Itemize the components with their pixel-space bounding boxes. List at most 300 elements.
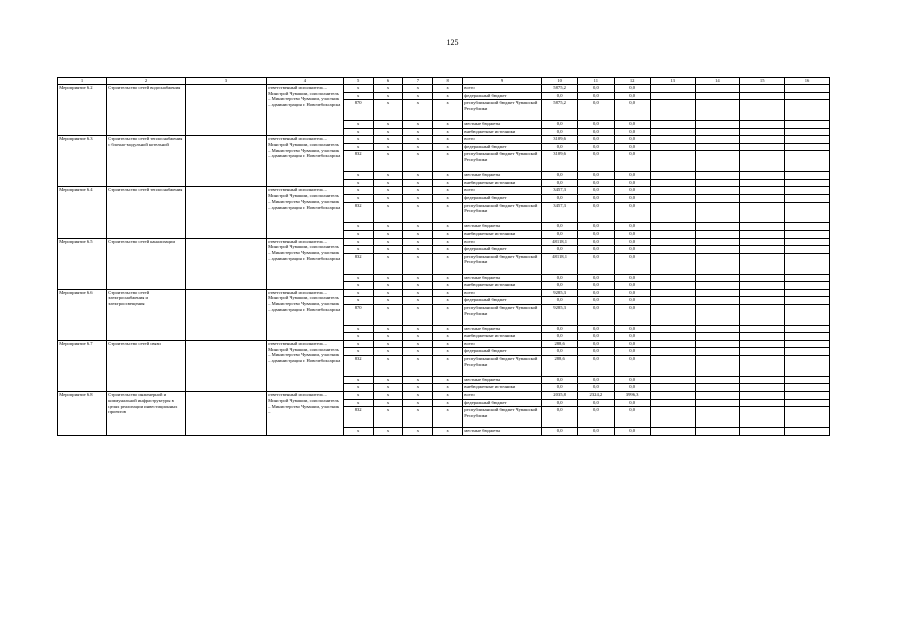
funding-source: внебюджетные источники	[463, 282, 542, 290]
empty-cell	[695, 172, 740, 180]
empty-cell	[740, 376, 785, 384]
value-cell: 0,0	[614, 428, 650, 436]
value-cell: 2035,8	[542, 392, 578, 400]
empty-cell	[785, 85, 830, 93]
funding-source: внебюджетные источники	[463, 230, 542, 238]
code-cell: x	[373, 179, 403, 187]
column-number-cell: 12	[614, 78, 650, 85]
empty-cell	[785, 128, 830, 136]
measure-blank	[185, 289, 266, 340]
value-cell: 3457,3	[542, 202, 578, 223]
empty-cell	[785, 356, 830, 377]
code-cell: x	[403, 151, 433, 172]
table-row	[58, 392, 830, 400]
value-cell: 0,0	[578, 151, 614, 172]
measure-blank	[185, 187, 266, 238]
code-cell: x	[343, 333, 373, 341]
funding-source: всего	[463, 238, 542, 246]
responsible: ответственный исполнитель – Минстрой Чувашии, соисполнитель – Министерство Чувашии, участник – администрация г. Новочебоксарска	[266, 85, 343, 136]
code-cell: x	[403, 356, 433, 377]
measure-id: Мероприятие 6.4	[58, 187, 107, 238]
code-cell: x	[403, 136, 433, 144]
table-row	[58, 136, 830, 144]
code-cell: x	[433, 230, 463, 238]
code-cell: x	[373, 151, 403, 172]
code-cell: x	[433, 399, 463, 407]
empty-cell	[695, 238, 740, 246]
responsible: ответственный исполнитель – Минстрой Чувашии, соисполнитель – Министерство Чувашии, участник – администрация г. Новочебоксарска	[266, 340, 343, 391]
code-cell: x	[343, 289, 373, 297]
empty-cell	[650, 376, 695, 384]
value-cell: 3996,3	[614, 392, 650, 400]
empty-cell	[695, 325, 740, 333]
code-cell: x	[403, 194, 433, 202]
empty-cell	[785, 289, 830, 297]
code-cell: x	[343, 348, 373, 356]
code-cell: x	[433, 120, 463, 128]
empty-cell	[740, 92, 785, 100]
measure-name: Строительство сетей теплоснабжения	[107, 187, 186, 238]
funding-source: местные бюджеты	[463, 223, 542, 231]
value-cell: 0,0	[614, 348, 650, 356]
code-cell: x	[373, 230, 403, 238]
empty-cell	[695, 187, 740, 195]
empty-cell	[695, 297, 740, 305]
empty-cell	[740, 230, 785, 238]
code-cell: x	[373, 407, 403, 428]
code-cell: x	[373, 376, 403, 384]
empty-cell	[695, 179, 740, 187]
code-cell: x	[373, 274, 403, 282]
value-cell: 5875,2	[542, 100, 578, 121]
code-cell: x	[433, 384, 463, 392]
empty-cell	[785, 274, 830, 282]
code-cell: 832	[343, 253, 373, 274]
value-cell: 0,0	[614, 246, 650, 254]
value-cell: 0,0	[614, 238, 650, 246]
code-cell: x	[403, 333, 433, 341]
empty-cell	[695, 428, 740, 436]
code-cell: x	[433, 340, 463, 348]
empty-cell	[695, 356, 740, 377]
column-number-cell: 5	[343, 78, 373, 85]
measure-id: Мероприятие 6.2	[58, 85, 107, 136]
empty-cell	[785, 187, 830, 195]
funding-source: федеральный бюджет	[463, 399, 542, 407]
value-cell: 0,0	[578, 274, 614, 282]
code-cell: x	[373, 333, 403, 341]
empty-cell	[740, 399, 785, 407]
code-cell: x	[343, 340, 373, 348]
empty-cell	[695, 304, 740, 325]
empty-cell	[650, 143, 695, 151]
code-cell: x	[343, 282, 373, 290]
code-cell: x	[343, 172, 373, 180]
funding-source: республиканский бюджет Чувашской Республики	[463, 356, 542, 377]
value-cell: 0,0	[614, 120, 650, 128]
empty-cell	[785, 297, 830, 305]
funding-source: местные бюджеты	[463, 274, 542, 282]
funding-source: местные бюджеты	[463, 172, 542, 180]
column-number-cell: 10	[542, 78, 578, 85]
funding-source: всего	[463, 136, 542, 144]
code-cell: x	[403, 223, 433, 231]
code-cell: x	[433, 246, 463, 254]
code-cell: x	[403, 297, 433, 305]
empty-cell	[740, 325, 785, 333]
measure-id: Мероприятие 6.7	[58, 340, 107, 391]
measure-blank	[185, 392, 266, 436]
code-cell: x	[433, 304, 463, 325]
value-cell: 0,0	[542, 428, 578, 436]
empty-cell	[740, 238, 785, 246]
code-cell: x	[403, 143, 433, 151]
code-cell: x	[433, 348, 463, 356]
code-cell: x	[343, 128, 373, 136]
code-cell: 832	[343, 356, 373, 377]
code-cell: x	[343, 136, 373, 144]
empty-cell	[695, 340, 740, 348]
value-cell: 0,0	[578, 297, 614, 305]
value-cell: 0,0	[614, 151, 650, 172]
value-cell: 0,0	[578, 282, 614, 290]
value-cell: 3109,6	[542, 136, 578, 144]
value-cell: 0,0	[578, 325, 614, 333]
code-cell: x	[433, 297, 463, 305]
value-cell: 3109,6	[542, 151, 578, 172]
code-cell: 870	[343, 100, 373, 121]
empty-cell	[695, 230, 740, 238]
table-row	[58, 340, 830, 348]
code-cell: x	[373, 282, 403, 290]
value-cell: 48118,1	[542, 238, 578, 246]
value-cell: 5875,2	[542, 85, 578, 93]
empty-cell	[650, 179, 695, 187]
value-cell: 0,0	[578, 384, 614, 392]
code-cell: x	[373, 120, 403, 128]
measure-name: Строительство сетей канализации	[107, 238, 186, 289]
value-cell: 0,0	[578, 340, 614, 348]
empty-cell	[740, 274, 785, 282]
code-cell: x	[433, 151, 463, 172]
measure-blank	[185, 340, 266, 391]
code-cell: x	[373, 392, 403, 400]
code-cell: x	[403, 187, 433, 195]
code-cell: x	[433, 282, 463, 290]
value-cell: 0,0	[614, 223, 650, 231]
empty-cell	[650, 384, 695, 392]
empty-cell	[785, 194, 830, 202]
code-cell: x	[433, 136, 463, 144]
value-cell: 0,0	[578, 179, 614, 187]
empty-cell	[785, 376, 830, 384]
measure-name: Строительство сетей водоснабжения	[107, 85, 186, 136]
value-cell: 0,0	[614, 407, 650, 428]
empty-cell	[650, 282, 695, 290]
empty-cell	[650, 297, 695, 305]
empty-cell	[740, 100, 785, 121]
value-cell: 0,0	[578, 428, 614, 436]
value-cell: 0,0	[542, 143, 578, 151]
value-cell: 0,0	[614, 179, 650, 187]
value-cell: 0,0	[614, 333, 650, 341]
code-cell: x	[373, 194, 403, 202]
code-cell: x	[403, 100, 433, 121]
value-cell: 0,0	[542, 223, 578, 231]
code-cell: x	[403, 428, 433, 436]
code-cell: x	[403, 304, 433, 325]
code-cell: x	[343, 223, 373, 231]
value-cell: 0,0	[614, 100, 650, 121]
empty-cell	[740, 282, 785, 290]
value-cell: 0,0	[542, 194, 578, 202]
empty-cell	[695, 85, 740, 93]
value-cell: 0,0	[578, 136, 614, 144]
code-cell: x	[403, 289, 433, 297]
column-number-cell: 8	[433, 78, 463, 85]
code-cell: 832	[343, 151, 373, 172]
empty-cell	[650, 246, 695, 254]
empty-cell	[740, 151, 785, 172]
funding-source: местные бюджеты	[463, 376, 542, 384]
value-cell: 0,0	[542, 179, 578, 187]
code-cell: x	[343, 238, 373, 246]
value-cell: 0,0	[614, 172, 650, 180]
code-cell: x	[433, 223, 463, 231]
value-cell: 0,0	[542, 282, 578, 290]
empty-cell	[650, 120, 695, 128]
code-cell: x	[343, 392, 373, 400]
empty-cell	[785, 223, 830, 231]
value-cell: 0,0	[614, 384, 650, 392]
code-cell: x	[373, 187, 403, 195]
value-cell: 0,0	[542, 246, 578, 254]
code-cell: x	[403, 246, 433, 254]
empty-cell	[695, 151, 740, 172]
value-cell: 0,0	[614, 128, 650, 136]
code-cell: 870	[343, 304, 373, 325]
funding-source: всего	[463, 289, 542, 297]
code-cell: x	[343, 325, 373, 333]
code-cell: x	[373, 428, 403, 436]
funding-source: республиканский бюджет Чувашской Республики	[463, 100, 542, 121]
code-cell: x	[373, 348, 403, 356]
code-cell: x	[343, 187, 373, 195]
code-cell: x	[433, 253, 463, 274]
code-cell: x	[403, 392, 433, 400]
value-cell: 0,0	[542, 120, 578, 128]
empty-cell	[650, 399, 695, 407]
value-cell: 0,0	[578, 348, 614, 356]
code-cell: x	[373, 356, 403, 377]
funding-source: местные бюджеты	[463, 325, 542, 333]
empty-cell	[740, 172, 785, 180]
value-cell: 0,0	[578, 246, 614, 254]
measure-blank	[185, 238, 266, 289]
code-cell: x	[343, 92, 373, 100]
value-cell: 0,0	[578, 143, 614, 151]
value-cell: 0,0	[614, 340, 650, 348]
value-cell: 0,0	[614, 376, 650, 384]
value-cell: 0,0	[614, 92, 650, 100]
code-cell: x	[343, 179, 373, 187]
code-cell: x	[403, 407, 433, 428]
code-cell: x	[373, 289, 403, 297]
value-cell: 288,6	[542, 356, 578, 377]
empty-cell	[695, 202, 740, 223]
empty-cell	[695, 120, 740, 128]
empty-cell	[740, 304, 785, 325]
empty-cell	[785, 172, 830, 180]
empty-cell	[695, 376, 740, 384]
code-cell: x	[373, 246, 403, 254]
empty-cell	[740, 289, 785, 297]
funding-source: федеральный бюджет	[463, 348, 542, 356]
empty-cell	[695, 136, 740, 144]
empty-cell	[695, 399, 740, 407]
funding-source: республиканский бюджет Чувашской Республики	[463, 151, 542, 172]
value-cell: 0,0	[614, 253, 650, 274]
value-cell: 0,0	[578, 223, 614, 231]
code-cell: x	[373, 253, 403, 274]
code-cell: 832	[343, 202, 373, 223]
code-cell: x	[373, 325, 403, 333]
responsible: ответственный исполнитель – Минстрой Чувашии, соисполнитель – Министерство Чувашии, участник – администрация г. Новочебоксарска	[266, 136, 343, 187]
value-cell: 0,0	[578, 356, 614, 377]
responsible: ответственный исполнитель – Минстрой Чувашии, соисполнитель – Министерство Чувашии, участник –	[266, 392, 343, 436]
column-number-cell: 4	[266, 78, 343, 85]
column-number-cell: 7	[403, 78, 433, 85]
code-cell: 832	[343, 407, 373, 428]
code-cell: x	[403, 282, 433, 290]
value-cell: 0,0	[614, 187, 650, 195]
code-cell: x	[373, 85, 403, 93]
value-cell: 0,0	[578, 230, 614, 238]
value-cell: 0,0	[542, 348, 578, 356]
value-cell: 48118,1	[542, 253, 578, 274]
empty-cell	[650, 194, 695, 202]
empty-cell	[695, 246, 740, 254]
code-cell: x	[373, 172, 403, 180]
empty-cell	[785, 325, 830, 333]
value-cell: 0,0	[542, 128, 578, 136]
empty-cell	[650, 274, 695, 282]
empty-cell	[650, 172, 695, 180]
empty-cell	[785, 143, 830, 151]
empty-cell	[650, 151, 695, 172]
code-cell: x	[433, 143, 463, 151]
code-cell: x	[373, 136, 403, 144]
value-cell: 9285,3	[542, 304, 578, 325]
value-cell: 0,0	[578, 399, 614, 407]
empty-cell	[650, 202, 695, 223]
code-cell: x	[343, 384, 373, 392]
table-row	[58, 289, 830, 297]
column-number-cell: 16	[785, 78, 830, 85]
empty-cell	[740, 392, 785, 400]
empty-cell	[695, 128, 740, 136]
code-cell: x	[433, 179, 463, 187]
empty-cell	[740, 407, 785, 428]
code-cell: x	[373, 399, 403, 407]
code-cell: x	[433, 172, 463, 180]
column-number-row	[58, 78, 830, 85]
empty-cell	[740, 428, 785, 436]
empty-cell	[650, 304, 695, 325]
value-cell: 0,0	[614, 325, 650, 333]
code-cell: x	[433, 85, 463, 93]
responsible: ответственный исполнитель – Минстрой Чувашии, соисполнитель – Министерство Чувашии, участник – администрация г. Новочебоксарска	[266, 187, 343, 238]
code-cell: x	[403, 384, 433, 392]
column-number-cell: 2	[107, 78, 186, 85]
empty-cell	[650, 187, 695, 195]
empty-cell	[650, 428, 695, 436]
code-cell: x	[343, 143, 373, 151]
value-cell: 0,0	[542, 399, 578, 407]
empty-cell	[650, 128, 695, 136]
code-cell: x	[403, 120, 433, 128]
code-cell: x	[403, 92, 433, 100]
value-cell: 0,0	[578, 289, 614, 297]
empty-cell	[740, 340, 785, 348]
code-cell: x	[343, 399, 373, 407]
value-cell: 0,0	[542, 274, 578, 282]
column-number-cell: 1	[58, 78, 107, 85]
funding-source: внебюджетные источники	[463, 128, 542, 136]
code-cell: x	[373, 238, 403, 246]
empty-cell	[650, 325, 695, 333]
value-cell: 0,0	[578, 187, 614, 195]
value-cell: 0,0	[542, 297, 578, 305]
code-cell: x	[343, 120, 373, 128]
empty-cell	[650, 253, 695, 274]
empty-cell	[650, 92, 695, 100]
measure-id: Мероприятие 6.6	[58, 289, 107, 340]
code-cell: x	[403, 128, 433, 136]
code-cell: x	[433, 187, 463, 195]
value-cell: 0,0	[578, 253, 614, 274]
value-cell: 0,0	[614, 304, 650, 325]
value-cell: 0,0	[542, 172, 578, 180]
empty-cell	[695, 282, 740, 290]
empty-cell	[785, 246, 830, 254]
empty-cell	[695, 407, 740, 428]
empty-cell	[785, 120, 830, 128]
code-cell: x	[433, 407, 463, 428]
code-cell: x	[403, 399, 433, 407]
code-cell: x	[403, 253, 433, 274]
value-cell: 0,0	[542, 230, 578, 238]
value-cell: 0,0	[578, 238, 614, 246]
funding-source: всего	[463, 392, 542, 400]
value-cell: 0,0	[614, 85, 650, 93]
code-cell: x	[373, 384, 403, 392]
empty-cell	[785, 392, 830, 400]
empty-cell	[650, 392, 695, 400]
empty-cell	[695, 289, 740, 297]
value-cell: 0,0	[614, 194, 650, 202]
code-cell: x	[403, 340, 433, 348]
responsible: ответственный исполнитель – Минстрой Чувашии, соисполнитель – Министерство Чувашии, участник – администрация г. Новочебоксарска	[266, 289, 343, 340]
empty-cell	[785, 340, 830, 348]
empty-cell	[650, 289, 695, 297]
empty-cell	[695, 143, 740, 151]
empty-cell	[740, 85, 785, 93]
code-cell: x	[343, 297, 373, 305]
empty-cell	[695, 253, 740, 274]
value-cell: 0,0	[614, 143, 650, 151]
empty-cell	[785, 304, 830, 325]
